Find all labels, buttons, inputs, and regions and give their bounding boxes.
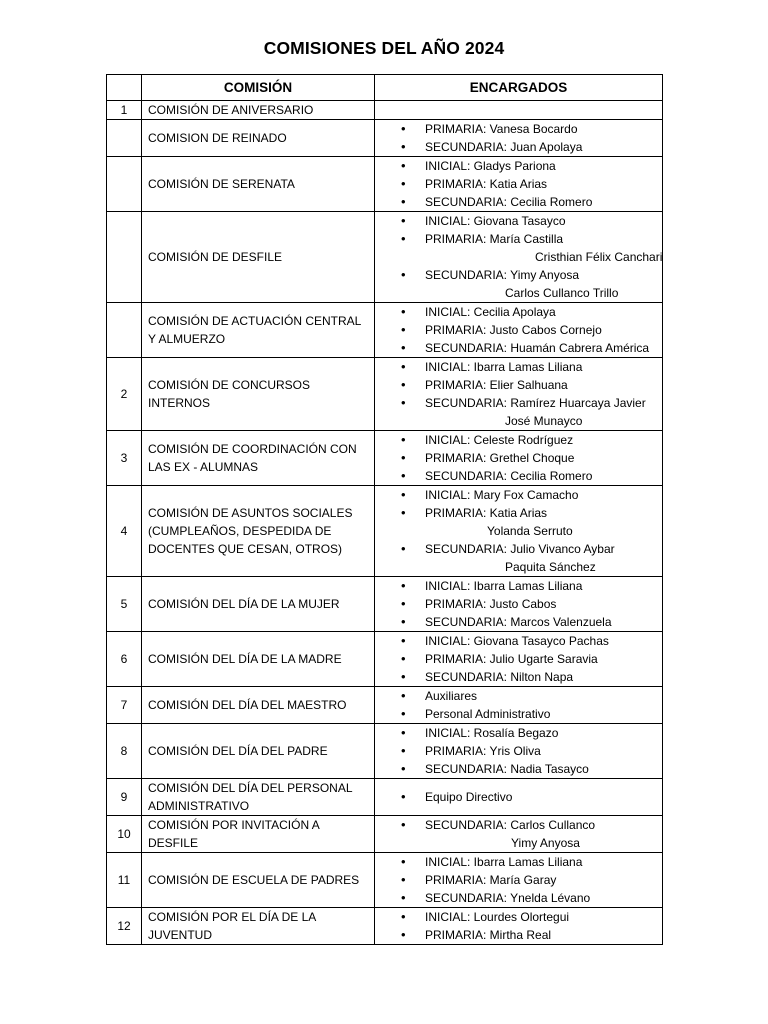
list-item [401, 632, 660, 650]
row-number: 10 [107, 816, 142, 853]
table-row [107, 303, 663, 358]
commission-name: COMISIÓN POR EL DÍA DE LA JUVENTUD [142, 908, 375, 945]
member-text: PRIMARIA: Mirtha Real [425, 928, 552, 942]
member-text: PRIMARIA: Justo Cabos Cornejo [425, 323, 602, 337]
list-item [401, 687, 660, 705]
table-row [107, 724, 663, 779]
member-extra-name: José Munayco [505, 414, 583, 428]
commission-members [375, 101, 663, 120]
row-number: 5 [107, 577, 142, 632]
list-item [401, 212, 660, 230]
commission-members [375, 816, 663, 853]
member-text: INICIAL: Giovana Tasayco Pachas [425, 634, 609, 648]
member-text: SECUNDARIA: Carlos Cullanco [425, 818, 596, 832]
list-item [401, 266, 660, 302]
list-item [401, 449, 660, 467]
members-list [401, 303, 660, 357]
table-row [107, 908, 663, 945]
table-row [107, 779, 663, 816]
row-number: 2 [107, 358, 142, 431]
members-list [401, 431, 660, 485]
members-list [401, 577, 660, 631]
commission-members [375, 779, 663, 816]
list-item [401, 431, 660, 449]
commission-name: COMISIÓN DEL DÍA DEL PADRE [142, 724, 375, 779]
members-list [401, 120, 660, 156]
member-extra-name: Yolanda Serruto [487, 524, 573, 538]
commission-name: COMISIÓN DE DESFILE [142, 212, 375, 303]
member-extra-name: Cristhian Félix Canchari [535, 250, 663, 264]
header-number [107, 75, 142, 101]
member-text: SECUNDARIA: Nadia Tasayco [425, 762, 589, 776]
table-row [107, 577, 663, 632]
member-text: SECUNDARIA: Yimy Anyosa [425, 268, 580, 282]
table-body [107, 101, 663, 945]
list-item [401, 577, 660, 595]
list-item [401, 175, 660, 193]
table-row [107, 101, 663, 120]
member-text: SECUNDARIA: Nilton Napa [425, 670, 574, 684]
list-item [401, 889, 660, 907]
list-item [401, 358, 660, 376]
member-text: INICIAL: Ibarra Lamas Liliana [425, 855, 583, 869]
table-row [107, 853, 663, 908]
member-text: Auxiliares [425, 689, 478, 703]
commission-name: COMISIÓN DE SERENATA [142, 157, 375, 212]
commission-members [375, 358, 663, 431]
row-number: 1 [107, 101, 142, 120]
commission-members [375, 724, 663, 779]
member-text: SECUNDARIA: Ramírez Huarcaya Javier [425, 396, 646, 410]
header-comision: COMISIÓN [142, 75, 375, 101]
list-item [401, 157, 660, 175]
commission-members [375, 212, 663, 303]
commission-members [375, 120, 663, 157]
row-number: 8 [107, 724, 142, 779]
row-number: 11 [107, 853, 142, 908]
member-text: SECUNDARIA: Marcos Valenzuela [425, 615, 612, 629]
list-item [401, 504, 660, 540]
commission-name: COMISIÓN DE COORDINACIÓN CON LAS EX - ALUMNAS [142, 431, 375, 486]
commission-name: COMISIÓN DEL DÍA DE LA MADRE [142, 632, 375, 687]
commission-members [375, 486, 663, 577]
commission-name: COMISIÓN DE ASUNTOS SOCIALES (CUMPLEAÑOS, DESPEDIDA DE DOCENTES QUE CESAN, OTROS) [142, 486, 375, 577]
member-text: INICIAL: Cecilia Apolaya [425, 305, 556, 319]
member-text: PRIMARIA: Katia Arias [425, 177, 548, 191]
member-extra-name: Paquita Sánchez [505, 560, 596, 574]
member-text: INICIAL: Rosalía Begazo [425, 726, 559, 740]
commission-name: COMISIÓN DEL DÍA DE LA MUJER [142, 577, 375, 632]
members-list [401, 157, 660, 211]
commission-name: COMISION DE REINADO [142, 120, 375, 157]
row-number [107, 120, 142, 157]
commission-name: COMISIÓN DE ESCUELA DE PADRES [142, 853, 375, 908]
row-number: 6 [107, 632, 142, 687]
member-text: SECUNDARIA: Ynelda Lévano [425, 891, 591, 905]
list-item [401, 376, 660, 394]
row-number [107, 157, 142, 212]
member-extra-name: Yimy Anyosa [511, 836, 580, 850]
table-row [107, 687, 663, 724]
table-header-row [107, 75, 663, 101]
table-row [107, 157, 663, 212]
members-list [401, 724, 660, 778]
member-text: Equipo Directivo [425, 790, 513, 804]
members-list [401, 853, 660, 907]
commission-members [375, 577, 663, 632]
member-text: PRIMARIA: Julio Ugarte Saravia [425, 652, 598, 666]
list-item [401, 650, 660, 668]
member-text: Personal Administrativo [425, 707, 551, 721]
list-item [401, 926, 660, 944]
list-item [401, 908, 660, 926]
commission-name: COMISIÓN DEL DÍA DEL MAESTRO [142, 687, 375, 724]
row-number: 9 [107, 779, 142, 816]
list-item [401, 467, 660, 485]
members-list [401, 632, 660, 686]
commission-members [375, 632, 663, 687]
commission-members [375, 303, 663, 358]
table-row [107, 120, 663, 157]
header-encargados: ENCARGADOS [375, 75, 663, 101]
commission-name: COMISIÓN DE ANIVERSARIO [142, 101, 375, 120]
list-item [401, 230, 663, 266]
commission-name: COMISIÓN DEL DÍA DEL PERSONAL ADMINISTRATIVO [142, 779, 375, 816]
commission-members [375, 687, 663, 724]
member-text: PRIMARIA: Elier Salhuana [425, 378, 568, 392]
list-item [401, 816, 660, 852]
member-text: INICIAL: Giovana Tasayco [425, 214, 566, 228]
list-item [401, 724, 660, 742]
table-row [107, 632, 663, 687]
members-list [401, 358, 660, 430]
list-item [401, 138, 660, 156]
list-item [401, 853, 660, 871]
row-number [107, 212, 142, 303]
list-item [401, 303, 660, 321]
members-list [401, 816, 660, 852]
member-extra-name: Carlos Cullanco Trillo [505, 286, 619, 300]
table-row [107, 486, 663, 577]
list-item [401, 595, 660, 613]
member-text: PRIMARIA: María Castilla [425, 232, 564, 246]
list-item [401, 668, 660, 686]
member-text: PRIMARIA: Katia Arias [425, 506, 548, 520]
list-item [401, 613, 660, 631]
list-item [401, 120, 660, 138]
list-item [401, 486, 660, 504]
member-text: INICIAL: Gladys Pariona [425, 159, 556, 173]
member-text: INICIAL: Lourdes Olortegui [425, 910, 570, 924]
list-item [401, 193, 660, 211]
member-text: INICIAL: Ibarra Lamas Liliana [425, 579, 583, 593]
members-list [401, 486, 660, 576]
member-text: INICIAL: Mary Fox Camacho [425, 488, 579, 502]
member-text: SECUNDARIA: Cecilia Romero [425, 469, 593, 483]
commission-name: COMISIÓN DE ACTUACIÓN CENTRAL Y ALMUERZO [142, 303, 375, 358]
list-item [401, 540, 660, 576]
row-number: 4 [107, 486, 142, 577]
member-text: SECUNDARIA: Cecilia Romero [425, 195, 593, 209]
row-number: 7 [107, 687, 142, 724]
member-text: SECUNDARIA: Huamán Cabrera América [425, 341, 650, 355]
commissions-table [106, 74, 663, 945]
members-list [401, 212, 663, 302]
member-text: PRIMARIA: Justo Cabos [425, 597, 557, 611]
list-item [401, 339, 660, 357]
list-item [401, 788, 660, 806]
row-number: 12 [107, 908, 142, 945]
member-text: INICIAL: Ibarra Lamas Liliana [425, 360, 583, 374]
commission-name: COMISIÓN POR INVITACIÓN A DESFILE [142, 816, 375, 853]
row-number: 3 [107, 431, 142, 486]
row-number [107, 303, 142, 358]
list-item [401, 871, 660, 889]
list-item [401, 705, 660, 723]
list-item [401, 742, 660, 760]
member-text: SECUNDARIA: Juan Apolaya [425, 140, 583, 154]
commission-members [375, 431, 663, 486]
members-list [401, 687, 660, 723]
list-item [401, 321, 660, 339]
member-text: PRIMARIA: María Garay [425, 873, 557, 887]
document-title: COMISIONES DEL AÑO 2024 [263, 38, 505, 58]
commission-members [375, 908, 663, 945]
table-row [107, 358, 663, 431]
commission-members [375, 157, 663, 212]
table-row [107, 212, 663, 303]
table-row [107, 816, 663, 853]
member-text: PRIMARIA: Yris Oliva [425, 744, 541, 758]
list-item [401, 394, 660, 430]
members-list [401, 788, 660, 806]
commission-name: COMISIÓN DE CONCURSOS INTERNOS [142, 358, 375, 431]
table-row [107, 431, 663, 486]
member-text: SECUNDARIA: Julio Vivanco Aybar [425, 542, 615, 556]
list-item [401, 760, 660, 778]
member-text: INICIAL: Celeste Rodríguez [425, 433, 574, 447]
members-list [401, 908, 660, 944]
member-text: PRIMARIA: Vanesa Bocardo [425, 122, 578, 136]
member-text: PRIMARIA: Grethel Choque [425, 451, 575, 465]
commission-members [375, 853, 663, 908]
